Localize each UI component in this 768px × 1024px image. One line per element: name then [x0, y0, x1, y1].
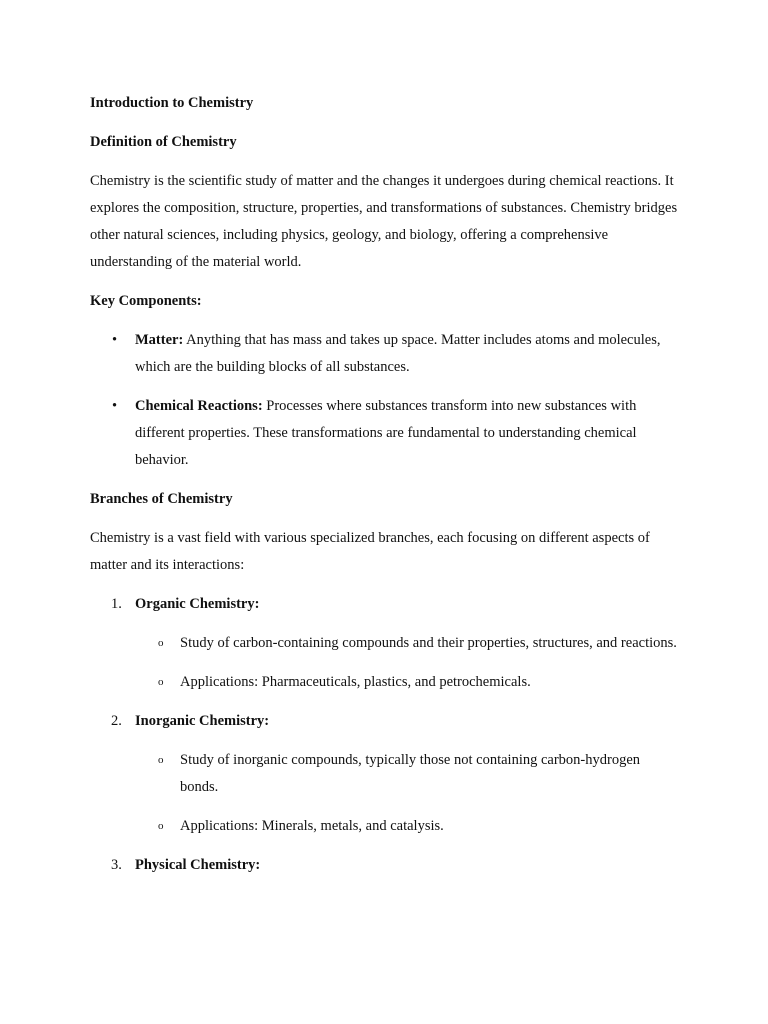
list-item	[90, 393, 680, 474]
list-item	[135, 630, 680, 657]
branch-item	[90, 591, 680, 696]
branch-points	[135, 630, 680, 696]
component-term: Matter:	[135, 332, 184, 348]
point-text: Study of inorganic compounds, typically those not containing carbon-hydrogen bonds.	[180, 752, 641, 795]
circle-bullet-icon: o	[158, 637, 164, 649]
branch-item	[90, 708, 680, 840]
branch-name: Inorganic Chemistry:	[135, 713, 270, 729]
list-item	[135, 813, 680, 840]
branch-item	[90, 852, 680, 879]
component-description: Processes where substances transform into new substances with different properties. These transformations are fundamental to understanding chemical behavior.	[135, 398, 637, 468]
definition-heading: Definition of Chemistry	[90, 134, 237, 150]
list-item	[90, 327, 680, 381]
circle-bullet-icon: o	[158, 820, 164, 832]
component-term: Chemical Reactions:	[135, 398, 263, 414]
branch-name: Physical Chemistry:	[135, 857, 261, 873]
circle-bullet-icon: o	[158, 676, 164, 688]
branches-heading: Branches of Chemistry	[90, 491, 233, 507]
list-item	[135, 669, 680, 696]
key-components-list	[90, 327, 680, 474]
key-components-heading: Key Components:	[90, 293, 202, 309]
branch-name: Organic Chemistry:	[135, 596, 260, 612]
point-text: Applications: Minerals, metals, and catalysis.	[180, 818, 444, 834]
definition-paragraph: Chemistry is the scientific study of matter and the changes it undergoes during chemical reactions. It explores the composition, structure, properties, and transformations of substances. Chemistry bridges other natural sciences, including physics, geology, and biology, offering a comprehensive understanding of the material world.	[90, 173, 678, 270]
document-title: Introduction to Chemistry	[90, 95, 254, 111]
list-item	[135, 747, 680, 801]
branches-intro-paragraph: Chemistry is a vast field with various specialized branches, each focusing on different aspects of matter and its interactions:	[90, 530, 650, 573]
point-text: Applications: Pharmaceuticals, plastics, and petrochemicals.	[180, 674, 531, 690]
point-text: Study of carbon-containing compounds and their properties, structures, and reactions.	[180, 635, 677, 651]
bullet-icon: •	[112, 398, 118, 414]
component-description: Anything that has mass and takes up space. Matter includes atoms and molecules, which are the building blocks of all substances.	[135, 332, 661, 375]
bullet-icon: •	[112, 332, 118, 348]
branch-points	[135, 747, 680, 840]
circle-bullet-icon: o	[158, 754, 164, 766]
list-number: 3.	[111, 857, 122, 873]
branches-list	[90, 591, 680, 879]
list-number: 2.	[111, 713, 122, 729]
list-number: 1.	[111, 596, 122, 612]
document-page	[90, 90, 680, 891]
